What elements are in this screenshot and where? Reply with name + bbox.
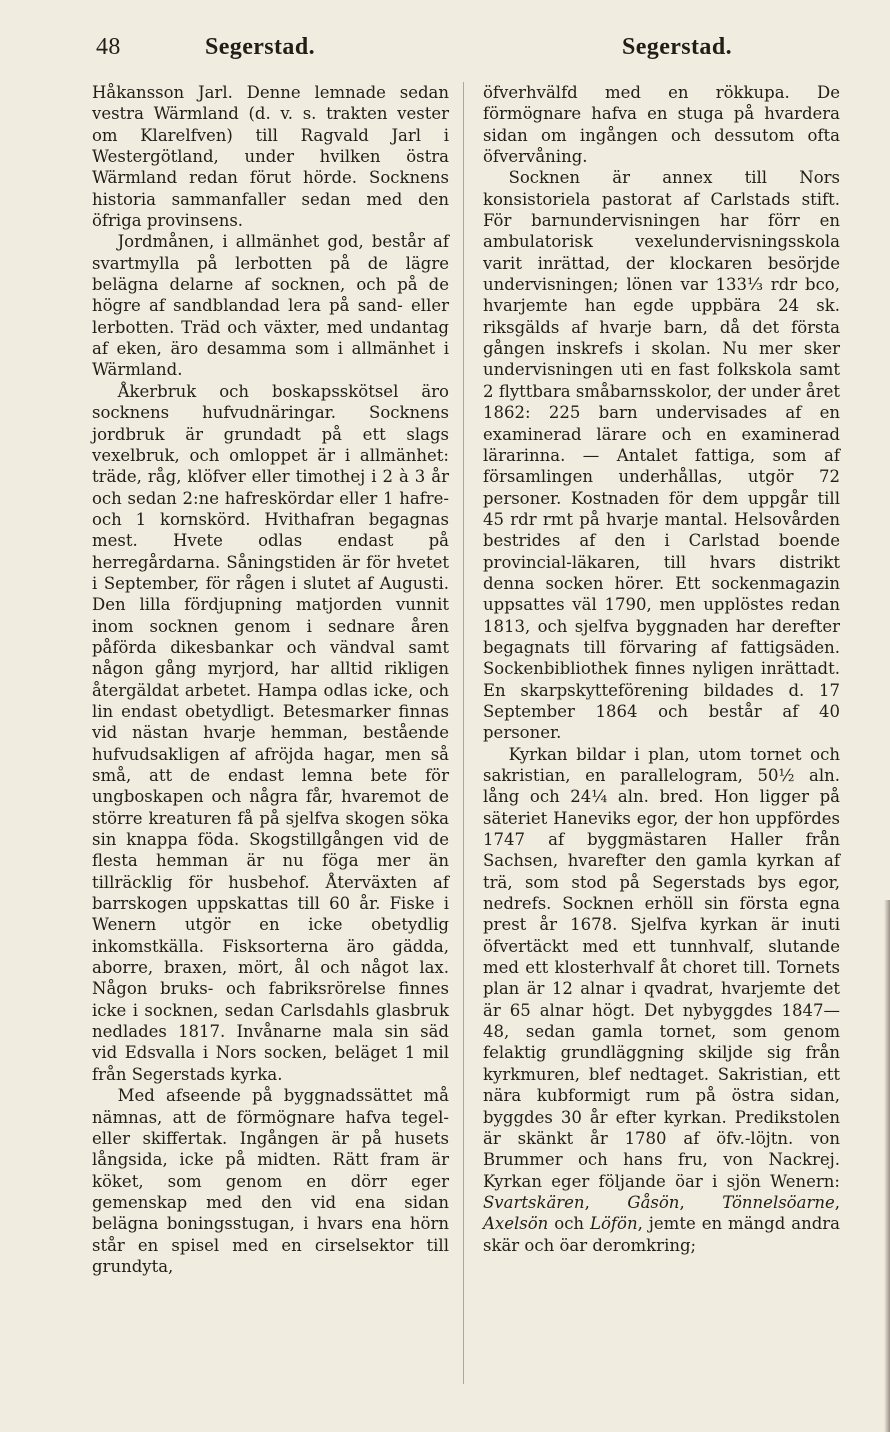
comma: , <box>834 1192 840 1212</box>
church-paragraph-text: Kyrkan bildar i plan, utom tornet och sakristian, en parallelogram, 50½ aln. lång och 24¼ aln. bred. Hon ligger på säteriet Haneviks egor, der hon uppfördes 1747 af byggmästaren Haller från Sachsen, hvarefter den gamla kyrkan af trä, som stod på Segerstads bys egor, nedrefs. Socknen erhöll sin första egna prest år 1678. Sjelfva kyrkan är inuti öfvertäckt med ett tunnhvalf, slutande med ett klosterhvalf åt choret till. Tornets plan är 12 alnar i qvadrat, hvarjemte det är 65 alnar högt. Det nybyggdes 1847—48, sedan gamla tornet, som genom felaktig grundläggning skiljde sig från kyrkmuren, blef nedtaget. Sakristian, ett nära kubformigt rum på östra sidan, byggdes 30 år efter kyrkan. Predikstolen är skänkt år 1780 af öfv.-löjtn. von Brummer och hans fru, von Nackrej. Kyrkan eger följande öar i sjön Wenern: <box>483 744 840 1191</box>
left-column <box>92 82 449 1277</box>
conjunction: och <box>548 1214 591 1234</box>
paragraph: Åkerbruk och boskapsskötsel äro socknens hufvudnäringar. Socknens jordbruk är grundadt på ett slags vexelbruk, och omloppet är i allmänhet: träde, råg, klöfver eller timothej i 2 à 3 år och sedan 2:ne hafreskördar eller 1 hafre- och 1 kornskörd. Hvithafran begagnas mest. Hvete odlas endast på herregårdarna. Såningstiden är för hvetet i September, för rågen i slutet af Augusti. Den lilla fördjupning matjorden vunnit inom socknen genom i sednare åren påförda dikesbankar och vändval samt någon gång myrjord, har alltid rikligen återgäldat arbetet. Hampa odlas icke, och lin endast obetydligt. Betesmarker finnas vid nästan hvarje hemman, bestående hufvudsakligen af afröjda hagar, men så små, att de endast lemna bete för ungboskapen och några får, hvaremot de större kreaturen få på sjelfva skogen söka sin knappa föda. Skogstillgången vid de flesta hemman är nu föga mer än tillräcklig för husbehof. Återväxten af barrskogen uppskattas till 60 år. Fiske i Wenern utgör en icke obetydlig inkomstkälla. Fisksorterna äro gädda, aborre, braxen, mört, ål och något lax. Någon bruks- och fabriksrörelse finnes icke i socknen, sedan Carlsdahls glasbruk nedlades 1817. Invånarne mala sin säd vid Edsvalla i Nors socken, beläget 1 mil från Segerstads kyrka. <box>92 381 449 1084</box>
island-name: Gåsön <box>627 1192 680 1212</box>
paragraph-tail: , jemte en mängd andra skär och öar deromkring; <box>483 1214 840 1255</box>
comma: , <box>584 1192 628 1212</box>
paragraph: Socknen är annex till Nors konsistoriela pastorat af Carlstads stift. För barnundervisningen har förr en ambulatorisk vexelundervisningsskola varit inrättad, der klockaren besörjde undervisningen; lönen var 133⅓ rdr bco, hvarjemte han egde uppbära 24 sk. riksgälds af hvarje barn, då det första gången inskrefs i skolan. Nu mer sker undervisningen uti en fast folkskola samt 2 flyttbara småbarnsskolor, der under året 1862: 225 barn undervisades af en examinerad lärare och en examinerad lärarinna. — Antalet fattiga, som af församlingen underhållas, utgör 72 personer. Kostnaden för dem uppgår till 45 rdr rmt på hvarje mantal. Helsovården bestrides af den i Carlstad boende provincial-läkaren, till hvars distrikt denna socken hörer. Ett sockenmagazin uppsattes väl 1790, men upplöstes redan 1813, och sjelfva byggnaden har derefter begagnats till förvaring af fattigsäden. Sockenbibliothek finnes nyligen inrättadt. En skarpskytteförening bildades d. 17 September 1864 och består af 40 personer. <box>483 168 840 743</box>
page-edge-shadow <box>884 900 890 1432</box>
paragraph: Håkansson Jarl. Denne lemnade sedan vestra Wärmland (d. v. s. trakten vester om Klarelfven) till Ragvald Jarl i Westergötland, under hvilken östra Wärmland redan förut hörde. Socknens historia sammanfaller sedan med den öfriga provinsens. <box>92 83 449 231</box>
right-column <box>483 82 840 1256</box>
page-header <box>0 34 890 68</box>
left-running-head: Segerstad. <box>205 34 315 60</box>
island-name: Axelsön <box>483 1214 549 1234</box>
paragraph <box>483 744 840 1256</box>
column-divider <box>463 82 464 1384</box>
comma: , <box>679 1192 723 1212</box>
right-running-head: Segerstad. <box>622 34 732 60</box>
paragraph: öfverhvälfd med en rökkupa. De förmögnare hafva en stuga på hvardera sidan om ingången och dessutom ofta öfvervåning. <box>483 83 840 167</box>
page-number: 48 <box>96 34 121 60</box>
island-name: Tönnelsöarne <box>722 1192 835 1212</box>
island-name: Svartskären <box>483 1192 585 1212</box>
island-name: Löfön <box>590 1214 638 1234</box>
paragraph: Med afseende på byggnadssättet må nämnas, att de förmögnare hafva tegel- eller skiffertak. Ingången är på husets långsida, icke på midten. Rätt fram är köket, som genom en dörr eger gemenskap med den vid ena sidan belägna boningsstugan, i hvars ena hörn står en spisel med en cirselsektor till grundyta, <box>92 1086 449 1276</box>
paragraph: Jordmånen, i allmänhet god, består af svartmylla på lerbotten på de lägre belägna delarne af socknen, och på de högre af sandblandad lera på sand- eller lerbotten. Träd och växter, med undantag af eken, äro desamma som i allmänhet i Wärmland. <box>92 232 449 380</box>
